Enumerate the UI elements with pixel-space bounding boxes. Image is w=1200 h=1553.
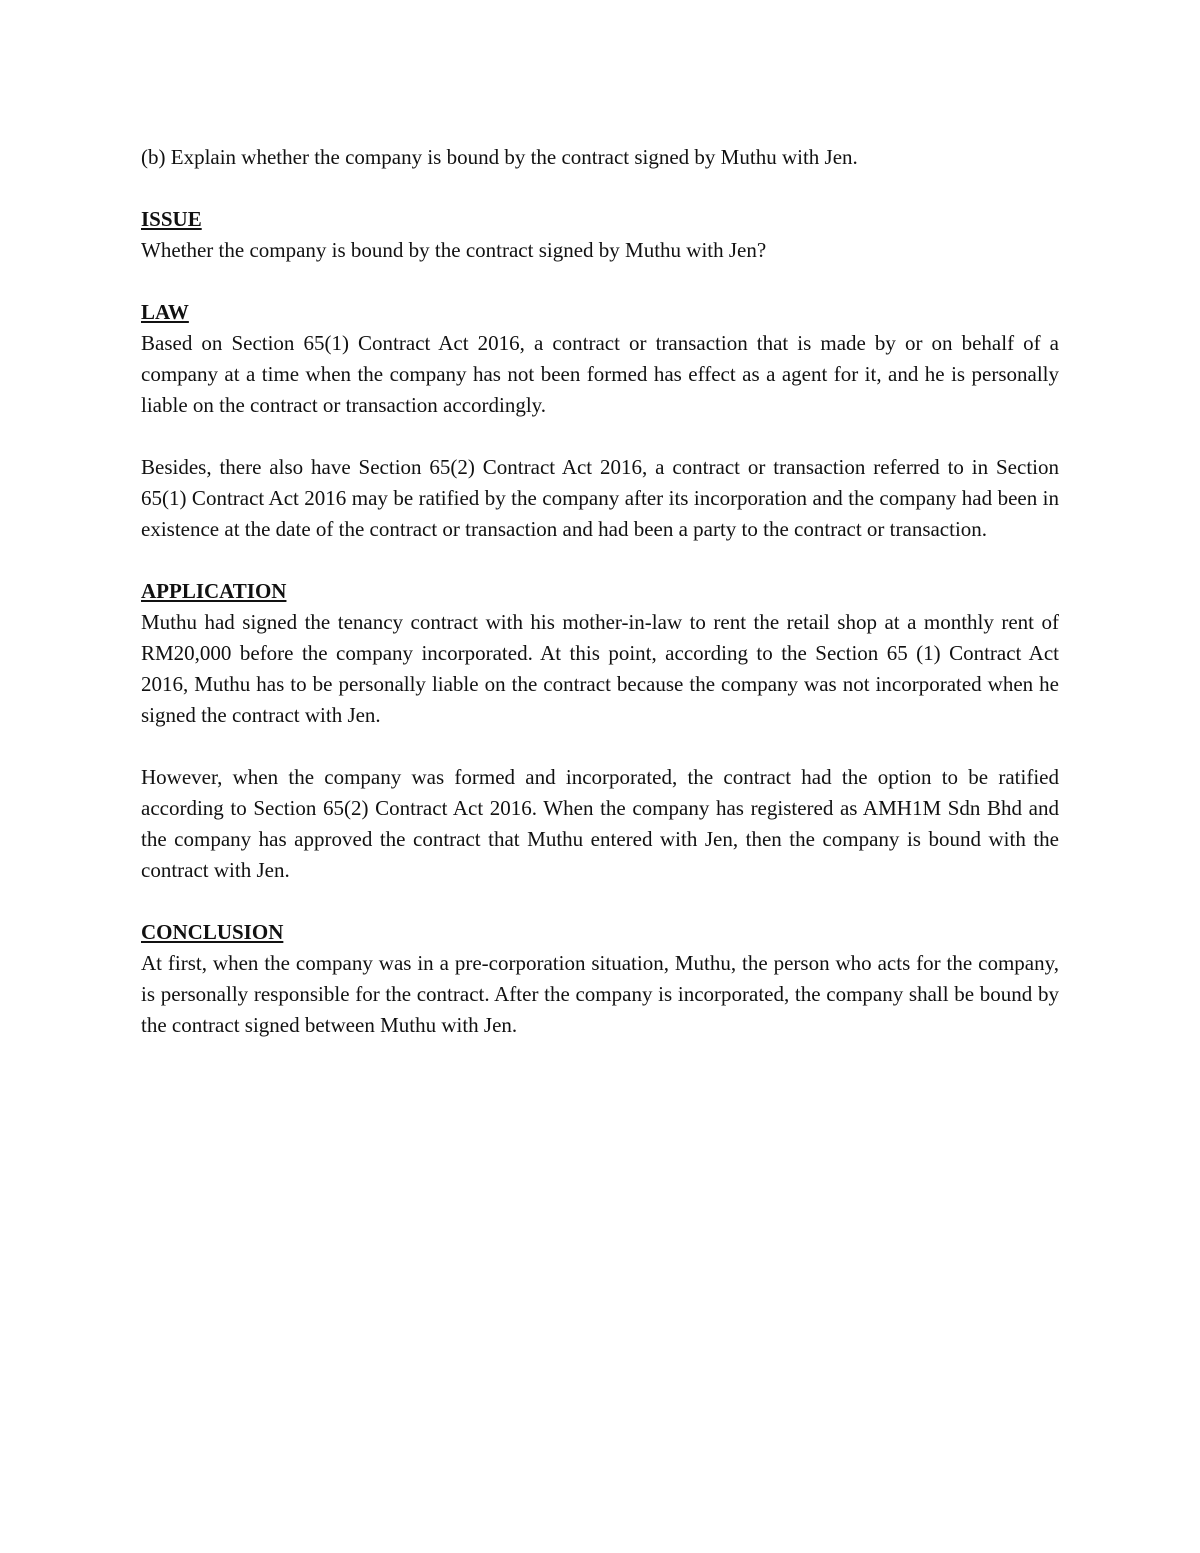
spacer <box>141 266 1059 297</box>
spacer <box>141 421 1059 452</box>
question-text: (b) Explain whether the company is bound by the contract signed by Muthu with Jen. <box>141 145 858 169</box>
conclusion-heading: CONCLUSION <box>141 920 284 944</box>
spacer <box>141 173 1059 204</box>
law-paragraph-2: Besides, there also have Section 65(2) Contract Act 2016, a contract or transaction referred to in Section 65(1) Contract Act 2016 may be ratified by the company after its incorporation and the company had been in existence at the date of the contract or transaction and had been a party to the contract or transaction. <box>141 455 1059 541</box>
application-paragraph-2: However, when the company was formed and incorporated, the contract had the option to be ratified according to Section 65(2) Contract Act 2016. When the company has registered as AMH1M Sdn Bhd and the company has approved the contract that Muthu entered with Jen, then the company is bound with the contract with Jen. <box>141 765 1059 882</box>
issue-text: Whether the company is bound by the contract signed by Muthu with Jen? <box>141 238 767 262</box>
issue-heading: ISSUE <box>141 207 202 231</box>
spacer <box>141 886 1059 917</box>
spacer <box>141 545 1059 576</box>
application-heading: APPLICATION <box>141 579 287 603</box>
conclusion-text: At first, when the company was in a pre-corporation situation, Muthu, the person who acts for the company, is personally responsible for the contract. After the company is incorporated, the company shall be bound by the contract signed between Muthu with Jen. <box>141 951 1059 1037</box>
law-paragraph-1: Based on Section 65(1) Contract Act 2016, a contract or transaction that is made by or on behalf of a company at a time when the company has not been formed has effect as a agent for it, and he is personally liable on the contract or transaction accordingly. <box>141 331 1059 417</box>
spacer <box>141 731 1059 762</box>
document-page <box>141 142 1059 1041</box>
law-heading: LAW <box>141 300 189 324</box>
application-paragraph-1: Muthu had signed the tenancy contract with his mother-in-law to rent the retail shop at a monthly rent of RM20,000 before the company incorporated. At this point, according to the Section 65 (1) Contract Act 2016, Muthu has to be personally liable on the contract because the company was not incorporated when he signed the contract with Jen. <box>141 610 1059 727</box>
